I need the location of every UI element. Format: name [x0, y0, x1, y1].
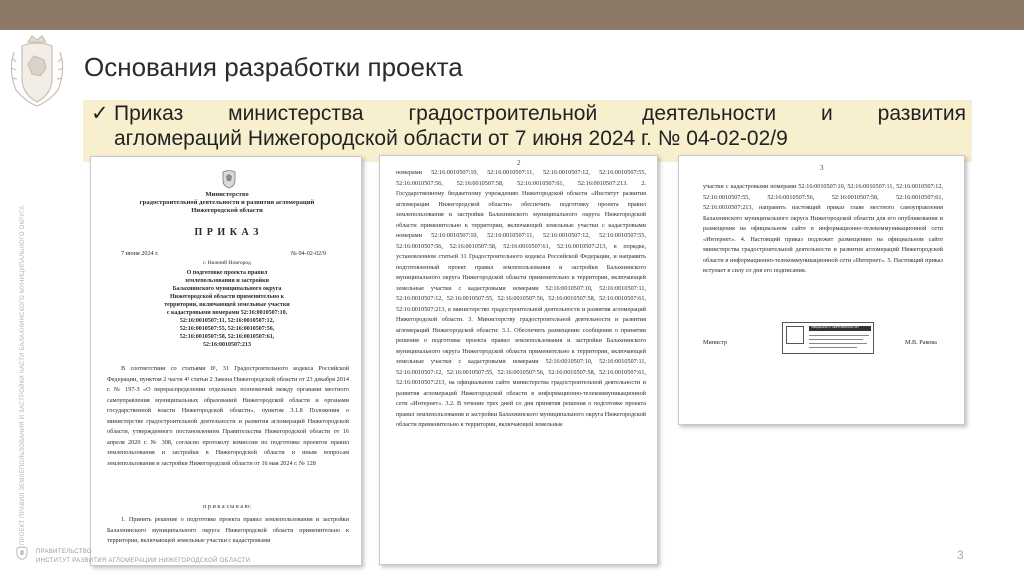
- doc-city: г. Нижний Новгород: [203, 260, 251, 266]
- ministry-name-line-1: Министерство: [205, 191, 249, 198]
- subject-line: О подготовке проекта правил: [186, 270, 268, 276]
- page3-body: участки с кадастровыми номерами 52:16:0010507:10, 52:16:0010507:11, 52:16:0010507:12, 52:16:0010507:55, 52:16:0010507:56, 52:16:0010507:58, 52:16:0010507:61, 52:16:0010507:213, направить настоящий приказ главе местного самоуправления Балахнинского муниципального округа Нижегородской области для его опубликования и размещения на официальном сайте в информационно-телекоммуникационной сети «Интернет». 4. Настоящий приказ подлежит размещению на официальном сайте министерства градостроительной деятельности и развития агломераций Нижегородской области в информационно-телекоммуникационной сети «Интернет». 5. Настоящий приказ вступает в силу со дня его подписания.: [703, 183, 943, 274]
- e-signature-stamp: [782, 322, 874, 354]
- top-bar: [0, 0, 1024, 30]
- signature-line: [809, 347, 857, 348]
- bullet-line-1: Приказ министерства градостроительной деятельности и развития: [114, 102, 966, 125]
- subject-line: территории, включающей земельные участки: [164, 302, 290, 308]
- signature-heading: СВЕДЕНИЯ О СЕРТИФИКАТЕ ЭП: [811, 325, 859, 329]
- coat-of-arms-icon: [4, 34, 70, 108]
- document-page-3: [678, 155, 965, 425]
- doc-number: № 04-02-02/9: [291, 250, 326, 257]
- footer-organization: [36, 548, 250, 566]
- page-number-3: 3: [820, 164, 824, 172]
- signer-title: Министр: [703, 339, 728, 346]
- subject-line: Балахнинского муниципального округа: [172, 286, 282, 292]
- page-number-2: 2: [517, 159, 521, 167]
- signature-line: [809, 335, 869, 336]
- signature-line: [809, 343, 867, 344]
- doc-date: 7 июня 2024 г.: [121, 250, 159, 257]
- signature-line: [809, 339, 863, 340]
- slide-number: 3: [957, 548, 964, 562]
- page1-orders: п р и к а з ы в а ю:: [202, 503, 251, 510]
- subject-line: Нижегородской области применительно к: [169, 294, 285, 300]
- bullet-text: [114, 101, 966, 151]
- page1-item-1: 1. Принять решение о подготовке проекта правил землепользования и застройки Балахнинского муниципального округа Нижегородской области применительно к территории, включающей земельные участки с кадастровыми: [107, 516, 349, 544]
- signer-name: М.В. Ракова: [905, 339, 937, 346]
- check-icon: ✓: [91, 102, 109, 125]
- slide-title: Основания разработки проекта: [84, 52, 463, 82]
- vertical-project-label: ПРОЕКТ ПРАВИЛ ЗЕМЛЕПОЛЬЗОВАНИЯ И ЗАСТРОЙКИ ЧАСТИ БАЛАХНИНСКОГО МУНИЦИПАЛЬНОГО ОКРУГА: [20, 205, 26, 545]
- subject-line: 52:16:0010507:55, 52:16:0010507:56,: [179, 326, 275, 332]
- left-band: [0, 30, 80, 574]
- footer-emblem-icon: [16, 546, 28, 560]
- doc-type: П Р И К А З: [194, 227, 260, 238]
- subject-line: землепользования и застройки: [185, 278, 269, 284]
- ministry-name-line-3: Нижегородской области: [191, 207, 263, 214]
- bullet-line-2: агломераций Нижегородской области от 7 июня 2024 г. № 04-02-02/9: [114, 127, 788, 150]
- subject-line: с кадастровыми номерами 52:16:0010507:10,: [166, 310, 288, 316]
- footer-line-2: ИНСТИТУТ РАЗВИТИЯ АГЛОМЕРАЦИИ НИЖЕГОРОДСКОЙ ОБЛАСТИ: [36, 558, 251, 564]
- subject-line: 52:16:0010507:11, 52:16:0010507:12,: [179, 318, 275, 324]
- page2-body: номерами 52:16:0010507:10, 52:16:0010507:11, 52:16:0010507:12, 52:16:0010507:55, 52:16:0010507:56, 52:16:0010507:58, 52:16:0010507:61, 52:16:0010507:213. 2. Государственному бюджетному учреждению Нижегородской области «Институт развития агломерации Нижегородской области» обеспечить подготовку проекта правил землепользования и застройки Балахнинского муниципального округа Нижегородской области применительно к территории, включающей земельные участки с кадастровыми номерами 52:16:0010507:10, 52:16:0010507:11, 52:16:0010507:12, 52:16:0010507:55, 52:16:0010507:56, 52:16:0010507:58, 52:16:0010507:61, 52:16:0010507:213, в порядке, установленном статьей 31 Градостроительного кодекса Российской Федерации, и направить подготовленный проект правил землепользования и застройки Балахнинского муниципального округа Нижегородской области применительно к территории, включающей земельные участки с кадастровыми номерами 52:16:0010507:10, 52:16:0010507:11, 52:16:0010507:12, 52:16:0010507:55, 52:16:0010507:56, 52:16:0010507:58, 52:16:0010507:61, 52:16:0010507:213, в министерство градостроительной деятельности и развития агломераций Нижегородской области. 3. Министерству градостроительной деятельности и развития агломераций Нижегородской области: 3.1. Обеспечить размещение сообщения о принятии решения о подготовке проекта правил землепользования и застройки Балахнинского муниципального округа Нижегородской области применительно к территории, включающей земельные участки с кадастровыми номерами 52:16:0010507:10, 52:16:0010507:11, 52:16:0010507:12, 52:16:0010507:55, 52:16:0010507:56, 52:16:0010507:58, 52:16:0010507:61, 52:16:0010507:213, на официальном сайте министерства градостроительной деятельности и развития агломераций Нижегородской области в информационно-телекоммуникационной сети «Интернет». 3.2. В течение трех дней со дня принятия решения о подготовке проекта правил землепользования и застройки Балахнинского муниципального округа Нижегородской области применительно к территории, включающей земельные: [396, 169, 646, 428]
- page1-body: В соответствии со статьями 8¹, 31 Градостроительного кодекса Российской Федерации, пунктом 2 части 4² статьи 2 Закона Нижегородской области от 23 декабря 2014 г. № 197-З «О перераспределении отдельных полномочий между органами местного самоуправления муниципальных образований Нижегородской области и органами государственной власти Нижегородской области», пунктом 3.1.8 Положения о министерстве градостроительной деятельности и развития агломераций Нижегородской области, утвержденного постановлением Правительства Нижегородской области от 16 апреля 2020 г. № 308, согласно протоколу комиссии по подготовке проектов правил землепользования и застройки в Нижегородской области и иным вопросам землепользования и застройки Нижегородской области от 16 мая 2024 г. № 128: [107, 365, 349, 467]
- ministry-name-line-2: градостроительной деятельности и развития агломераций: [139, 199, 315, 206]
- signature-seal-icon: [786, 326, 804, 344]
- subject-line: 52:16:0010507:213: [203, 342, 251, 348]
- document-page-2: [379, 155, 658, 565]
- subject-line: 52:16:0010507:58, 52:16:0010507:61,: [179, 334, 275, 340]
- footer-line-1: ПРАВИТЕЛЬСТВО: [36, 549, 92, 555]
- document-page-1: [90, 156, 362, 566]
- ministry-crest-icon: [221, 169, 237, 189]
